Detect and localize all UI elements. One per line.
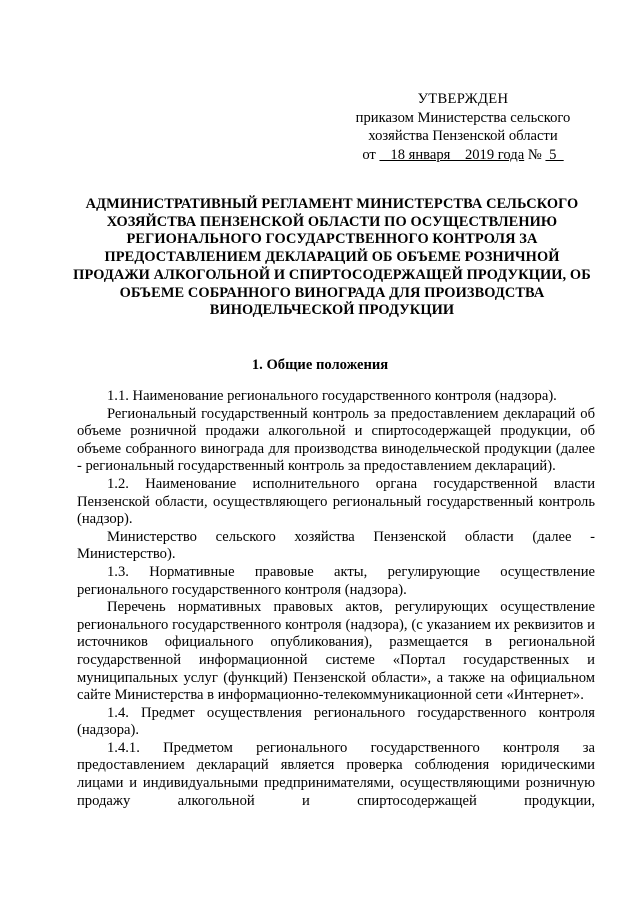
approval-number-sign: № <box>527 146 542 163</box>
approval-number: 5 <box>545 146 564 163</box>
paragraph: Министерство сельского хозяйства Пензенской области (далее - Министерство). <box>77 528 595 563</box>
paragraph: 1.1. Наименование регионального государственного контроля (надзора). <box>107 388 557 404</box>
paragraph: 1.3. Нормативные правовые акты, регулирующие осуществление регионального государственного контроля (надзора). <box>77 563 595 598</box>
approval-date: 18 января 2019 года <box>379 146 525 163</box>
approval-block <box>332 90 594 164</box>
document-title: АДМИНИСТРАТИВНЫЙ РЕГЛАМЕНТ МИНИСТЕРСТВА СЕЛЬСКОГО ХОЗЯЙСТВА ПЕНЗЕНСКОЙ ОБЛАСТИ ПО ОСУЩЕСТВЛЕНИЮ РЕГИОНАЛЬНОГО ГОСУДАРСТВЕННОГО КОНТРОЛЯ ЗА ПРЕДОСТАВЛЕНИЕМ ДЕКЛАРАЦИЙ ОБ ОБЪЕМЕ РОЗНИЧНОЙ ПРОДАЖИ АЛКОГОЛЬНОЙ И СПИРТОСОДЕРЖАЩЕЙ ПРОДУКЦИИ, ОБ ОБЪЕМЕ СОБРАННОГО ВИНОГРАДА ДЛЯ ПРОИЗВОДСТВА ВИНОДЕЛЬЧЕСКОЙ ПРОДУКЦИИ <box>73 196 591 319</box>
paragraph: 1.4.1. Предметом регионального государственного контроля за предоставлением деклараций является проверка соблюдения юридическими лицами и индивидуальными предпринимателями, осуществляющими розничную продажу алкогольной и спиртосодержащей продукции, <box>77 739 595 809</box>
approval-line-1: приказом Министерства сельского <box>355 109 571 126</box>
section-heading: 1. Общие положения <box>251 357 389 373</box>
approval-date-line <box>332 146 594 165</box>
approval-from: от <box>362 146 376 163</box>
paragraph: Перечень нормативных правовых актов, регулирующих осуществление регионального государственного контроля (надзора), (с указанием их реквизитов и источников официального опубликования), размещается в региональной государственной информационной системе «Портал государственных и муниципальных услуг (функций) Пензенской области», а также на официальном сайте Министерства в информационно-телекоммуникационной сети «Интернет». <box>77 599 595 704</box>
paragraph: 1.2. Наименование исполнительного органа государственной власти Пензенской области, осуществляющего региональный государственный контроль (надзор). <box>77 475 595 528</box>
approval-line-2: хозяйства Пензенской области <box>368 128 558 144</box>
paragraph: 1.4. Предмет осуществления регионального государственного контроля (надзора). <box>77 704 595 739</box>
approval-word: УТВЕРЖДЕН <box>417 91 509 107</box>
paragraph: Региональный государственный контроль за предоставлением деклараций об объеме розничной продажи алкогольной и спиртосодержащей продукции, об объеме собранного винограда для производства винодельческой продукции (далее - региональный государственный контроль за предоставлением деклараций). <box>77 405 595 475</box>
body-text <box>77 388 595 810</box>
